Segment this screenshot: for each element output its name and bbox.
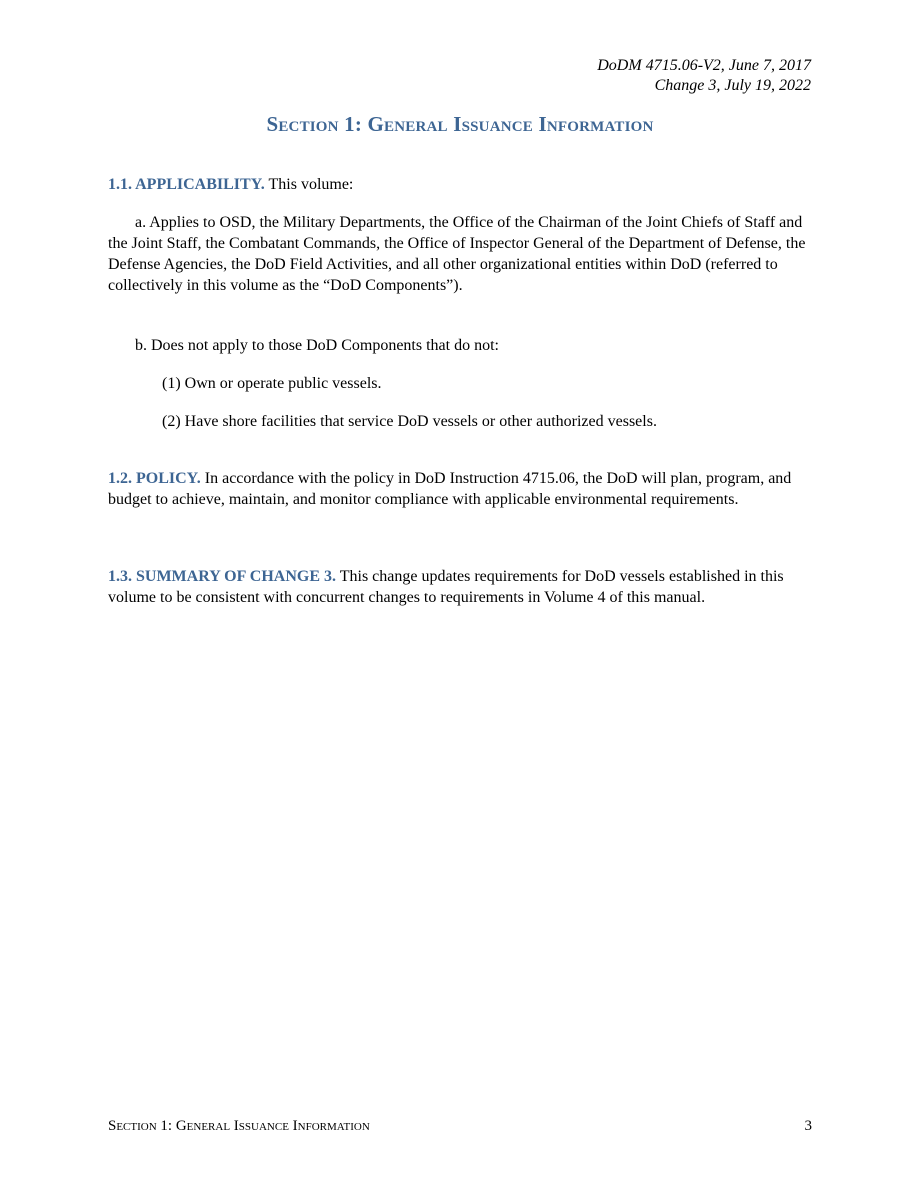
footer-page-number: 3 (804, 1118, 812, 1134)
paragraph-b1: (1) Own or operate public vessels. (162, 375, 382, 392)
document-header (597, 56, 811, 96)
header-change-date: Change 3, July 19, 2022 (654, 77, 811, 94)
document-footer (108, 1118, 812, 1135)
section-1-1-paragraph (108, 174, 813, 195)
paragraph-a: a. Applies to OSD, the Military Departments, the Office of the Chairman of the Joint Chiefs of Staff and the Joint Staff, the Combatant Commands, the Office of Inspector General of the Department of Defense, the Defense Agencies, the DoD Field Activities, and all other organizational entities within DoD (referred to collectively in this volume as the “DoD Components”). (108, 214, 806, 294)
paragraph-b: b. Does not apply to those DoD Components that do not: (135, 337, 499, 354)
section-1-2-text: In accordance with the policy in DoD Instruction 4715.06, the DoD will plan, program, and budget to achieve, maintain, and monitor compliance with applicable environmental requirements. (108, 470, 792, 508)
paragraph-b2: (2) Have shore facilities that service DoD vessels or other authorized vessels. (162, 413, 657, 430)
section-1-3-paragraph (108, 566, 813, 608)
section-1-3-heading: 1.3. SUMMARY OF CHANGE 3. (108, 568, 337, 585)
section-1-2-paragraph (108, 468, 813, 510)
footer-section-title: Section 1: General Issuance Information (108, 1118, 370, 1134)
header-document-id: DoDM 4715.06-V2, June 7, 2017 (597, 57, 811, 74)
section-1-1-heading: 1.1. APPLICABILITY. (108, 176, 265, 193)
section-title: Section 1: General Issuance Information (266, 112, 654, 136)
section-1-2-heading: 1.2. POLICY. (108, 470, 201, 487)
section-1-3-text: This change updates requirements for DoD vessels established in this volume to be consistent with concurrent changes to requirements in Volume 4 of this manual. (108, 568, 784, 606)
section-1-1-intro: This volume: (264, 176, 354, 193)
